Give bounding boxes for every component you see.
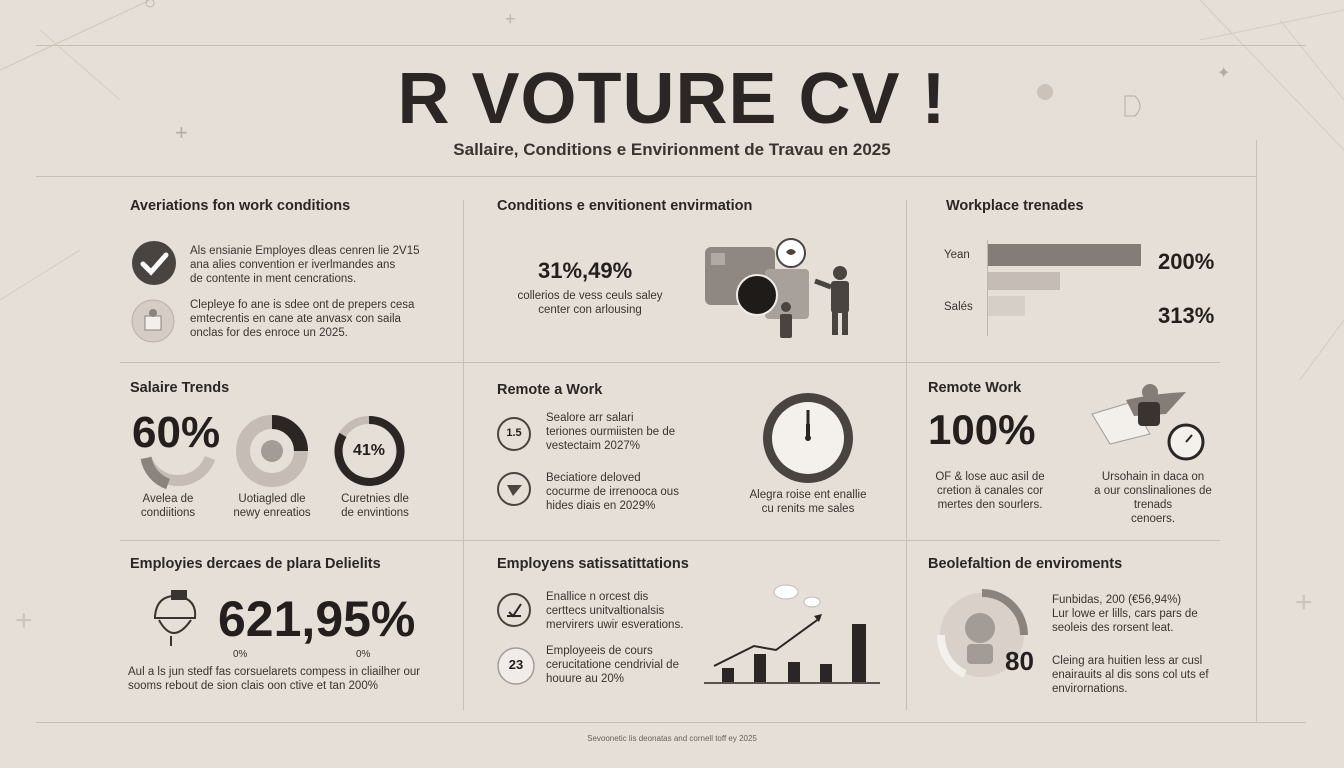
svg-text:+: + (175, 120, 188, 145)
row-divider-1 (120, 362, 1220, 363)
employee-benefits-title: Employies dercaes de plara Delielits (130, 556, 381, 572)
work-conditions-item1: Als ensianie Employes dleas cenren lie 2V15 ana alies convention er iverlmandes ans de contente in ment cencrations. (190, 245, 420, 285)
salary-caption-2: Uotiagled dle newy enreatios (233, 493, 311, 519)
remote-work-caption-1: OF & lose auc asil de cretion ä canales cor mertes den sourlers. (935, 471, 1045, 511)
remote-work-stat: 100% (928, 406, 1036, 453)
salary-trends-title: Salaire Trends (130, 380, 230, 396)
remote-a-work-item1: Sealore arr salari teriones ourmiisten be de vestectaim 2027% (546, 412, 676, 452)
salary-arc-chart (138, 440, 218, 490)
remote-worker-illustration (1086, 380, 1210, 462)
remote-work-title: Remote Work (928, 380, 1022, 396)
workplace-trends-value-1: 200% (1158, 249, 1215, 274)
environments-stat: 80 (1005, 646, 1034, 676)
environments-title: Beolefaltion de enviroments (928, 556, 1123, 572)
workplace-trends-value-2: 313% (1158, 303, 1215, 328)
workplace-trends-bar-1 (988, 244, 1141, 266)
work-conditions-item2: Clepleye fo ane is sdee ont de prepers cesa emtecrentis en cane ate anvasx con saila onclas for des enroce un 2025. (190, 299, 415, 339)
environments-item1: Funbidas, 200 (€56,94%) Lur lowe er lills, cars pars de seoleis des rorsent leat. (1052, 594, 1198, 634)
employee-satisfaction-item2: Employeeis de cours cerucitatione cendrivial de houure au 20% (546, 645, 679, 685)
frame-right-rule (1256, 140, 1257, 722)
environments-item2: Cleing ara huitien less ar cusl enairauits al dis sons col uts ef envirornations. (1052, 655, 1209, 695)
workplace-trends-title: Workplace trenades (946, 198, 1084, 214)
frame-top-rule (36, 45, 1306, 46)
employee-satisfaction-badge: 23 (508, 657, 524, 672)
page-subtitle: Sallaire, Conditions e Envirionment de Travau en 2025 (453, 140, 891, 159)
employee-satisfaction-title: Employens satissatittations (497, 556, 689, 572)
employee-satisfaction-item1: Enallice n orcest dis certtecs unitvaltionalsis mervirers uwir esverations. (546, 591, 684, 631)
workplace-trends-bar-2 (988, 296, 1025, 316)
svg-text:+: + (15, 604, 33, 637)
checkmark-icon (130, 239, 178, 287)
plane-icon (496, 471, 532, 507)
checklist-icon (496, 592, 532, 628)
remote-a-work-item2: Beciatiore deloved cocurme de irrenooca ous hides diais en 2029% (546, 472, 679, 512)
svg-text:+: + (505, 9, 516, 29)
conditions-env-caption: collerios de vess ceuls saley center con arlousing (517, 290, 663, 316)
workplace-trends-label-sales: Salés (944, 301, 973, 313)
salary-donut-chart (234, 413, 310, 489)
employee-benefits-caption: Aul a ls jun stedf fas corsuelarets compess in cliailher our sooms rebout de sion clais oon ctive et tan 200% (128, 666, 421, 692)
column-divider-1 (463, 200, 464, 710)
salary-trends-stat: 60% (132, 408, 221, 457)
svg-text:✦: ✦ (1217, 65, 1231, 82)
worker-helmet-icon (145, 588, 205, 648)
frame-bottom-rule (36, 722, 1306, 723)
clock-icon (760, 390, 856, 486)
growth-bar-chart (704, 580, 880, 688)
building-icon (130, 298, 176, 344)
remote-work-caption-2: Ursohain in daca on a our conslinaliones de trenads cenoers. (1094, 471, 1212, 525)
row-divider-2 (120, 540, 1220, 541)
conditions-env-title: Conditions e envitionent envirmation (497, 198, 753, 214)
remote-a-work-caption: Alegra roise ent enallie cu renits me sales (749, 489, 867, 515)
workplace-trends-bar-1b (988, 272, 1060, 290)
svg-text:+: + (1295, 586, 1313, 619)
conditions-env-stat: 31%,49% (538, 258, 633, 283)
office-people-illustration (703, 235, 863, 345)
salary-ring-label: 41% (352, 442, 386, 459)
frame-divider-rule (36, 176, 1256, 177)
employee-benefits-tick-2: 0% (356, 649, 371, 660)
page-title: R VOTURE CV ! (397, 59, 947, 139)
salary-caption-1: Avelea de condiitions (140, 493, 196, 519)
remote-a-work-badge: 1.5 (506, 427, 522, 439)
employee-benefits-stat: 621,95% (218, 591, 416, 647)
remote-a-work-title: Remote a Work (497, 382, 603, 398)
employee-benefits-tick-1: 0% (233, 649, 248, 660)
salary-caption-3: Curetnies dle de envintions (341, 493, 409, 519)
column-divider-2 (906, 200, 907, 710)
footer-note: Sevoonetic lis deonatas and cornell toff ey 2025 (587, 734, 757, 743)
workplace-trends-label-year: Yean (944, 249, 970, 261)
work-conditions-title: Averiations fon work conditions (130, 198, 351, 214)
